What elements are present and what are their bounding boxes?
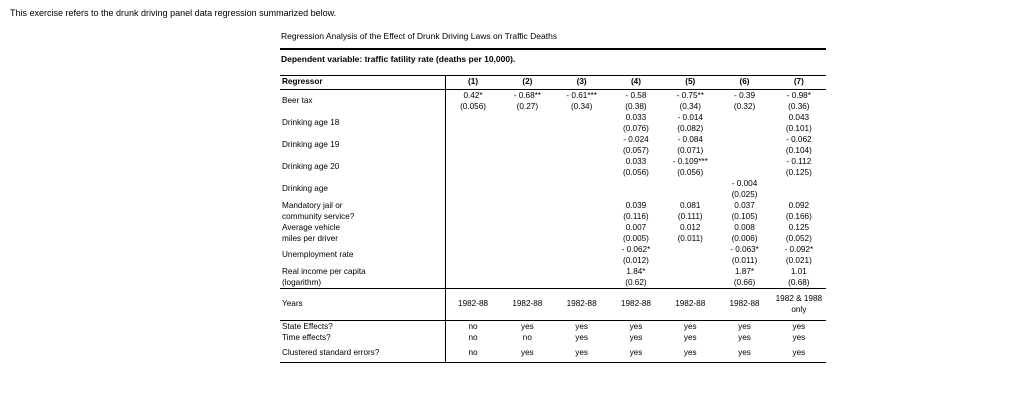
coefficient: 0.42* bbox=[463, 91, 483, 100]
regression-table bbox=[280, 75, 826, 363]
time-effects-cell: yes bbox=[683, 333, 697, 342]
standard-error: (0.104) bbox=[785, 146, 812, 155]
standard-error: (0.166) bbox=[785, 212, 812, 221]
coefficient bbox=[557, 200, 607, 211]
coefficient: 1.01 bbox=[790, 267, 807, 276]
coef-cell bbox=[555, 266, 609, 289]
coef-cell bbox=[663, 112, 717, 134]
standard-error bbox=[502, 255, 552, 266]
coef-cell bbox=[772, 200, 826, 222]
coefficient bbox=[502, 156, 552, 167]
regressor-label-line: Drinking age bbox=[282, 184, 328, 193]
standard-error: (0.38) bbox=[625, 102, 647, 111]
regressor-label-line: Drinking age 19 bbox=[282, 140, 340, 149]
standard-error bbox=[665, 189, 715, 200]
standard-error bbox=[502, 189, 552, 200]
standard-error bbox=[665, 255, 715, 266]
clustered-label: Clustered standard errors? bbox=[280, 347, 445, 363]
coefficient: - 0.062* bbox=[621, 245, 651, 254]
standard-error bbox=[557, 123, 607, 134]
coef-cell bbox=[500, 200, 554, 222]
intro-text: This exercise refers to the drunk driving panel data regression summarized below. bbox=[10, 8, 337, 18]
coefficient bbox=[502, 244, 552, 255]
coef-cell bbox=[772, 134, 826, 156]
clustered-cell: yes bbox=[629, 348, 643, 357]
standard-error: (0.025) bbox=[731, 190, 758, 199]
coef-cell bbox=[717, 266, 771, 289]
standard-error: (0.082) bbox=[677, 124, 704, 133]
coefficient bbox=[665, 244, 715, 255]
coefficient bbox=[665, 266, 715, 277]
state-effects-cell: yes bbox=[500, 321, 554, 333]
coef-cell bbox=[500, 134, 554, 156]
time-effects-cell: yes bbox=[629, 333, 643, 342]
coefficient: 1.87* bbox=[734, 267, 755, 276]
years-cell: 1982-88 bbox=[609, 289, 663, 321]
coefficient: 0.008 bbox=[734, 223, 755, 232]
coefficient bbox=[611, 178, 661, 189]
coefficient: - 0.61*** bbox=[566, 91, 597, 100]
standard-error bbox=[448, 255, 498, 266]
regressor-row bbox=[280, 134, 826, 156]
coef-cell bbox=[772, 112, 826, 134]
years-cell: 1982-88 bbox=[555, 289, 609, 321]
standard-error bbox=[502, 145, 552, 156]
standard-error bbox=[448, 211, 498, 222]
coefficient bbox=[557, 178, 607, 189]
coefficient: 0.043 bbox=[788, 113, 810, 122]
coef-cell bbox=[500, 178, 554, 200]
clustered-row bbox=[280, 347, 826, 363]
coef-cell bbox=[500, 90, 554, 113]
standard-error bbox=[448, 189, 498, 200]
standard-error: (0.006) bbox=[731, 234, 758, 243]
table-title: Regression Analysis of the Effect of Drunk Driving Laws on Traffic Deaths bbox=[281, 31, 558, 41]
coefficient bbox=[448, 244, 498, 255]
clustered-cell: yes bbox=[738, 348, 751, 357]
standard-error: (0.056) bbox=[622, 168, 649, 177]
clustered-cell: yes bbox=[683, 348, 697, 357]
coef-cell bbox=[609, 266, 663, 289]
coef-cell bbox=[772, 156, 826, 178]
coef-cell bbox=[717, 156, 771, 178]
regressor-row bbox=[280, 222, 826, 244]
coef-cell bbox=[609, 156, 663, 178]
coefficient: - 0.98* bbox=[786, 91, 811, 100]
coefficient bbox=[502, 112, 552, 123]
coef-cell bbox=[772, 266, 826, 289]
coef-cell bbox=[445, 112, 500, 134]
standard-error bbox=[665, 277, 715, 288]
years-cell: 1982-88 bbox=[663, 289, 717, 321]
coef-cell bbox=[500, 156, 554, 178]
coef-cell bbox=[717, 134, 771, 156]
standard-error: (0.052) bbox=[785, 234, 812, 243]
coefficient bbox=[502, 200, 552, 211]
coef-cell bbox=[555, 134, 609, 156]
time-effects-cell: yes bbox=[792, 333, 806, 342]
standard-error: (0.021) bbox=[785, 256, 812, 265]
standard-error bbox=[557, 167, 607, 178]
coef-cell bbox=[609, 178, 663, 200]
coefficient: 0.007 bbox=[625, 223, 647, 232]
coefficient: - 0.58 bbox=[625, 91, 647, 100]
coefficient: - 0.092* bbox=[784, 245, 814, 254]
years-cell: 1982-88 bbox=[500, 289, 554, 321]
coef-cell bbox=[555, 112, 609, 134]
coefficient: 0.033 bbox=[625, 113, 647, 122]
coefficient: 0.037 bbox=[734, 201, 755, 210]
coefficient bbox=[719, 112, 769, 123]
coefficient: - 0.014 bbox=[677, 113, 703, 122]
regressor-label-line: Beer tax bbox=[282, 96, 313, 105]
clustered-cell: yes bbox=[575, 348, 589, 357]
coefficient bbox=[719, 156, 769, 167]
regressor-label bbox=[280, 266, 445, 289]
regressor-label bbox=[280, 112, 445, 134]
standard-error bbox=[557, 211, 607, 222]
standard-error: (0.34) bbox=[570, 102, 593, 111]
standard-error bbox=[719, 167, 769, 178]
col-header-3: (3) bbox=[555, 76, 609, 90]
years-label: Years bbox=[280, 289, 445, 321]
standard-error bbox=[502, 123, 552, 134]
standard-error: (0.076) bbox=[622, 124, 649, 133]
col-header-6: (6) bbox=[717, 76, 771, 90]
coefficient: - 0.75** bbox=[676, 91, 704, 100]
coef-cell bbox=[555, 90, 609, 113]
standard-error: (0.057) bbox=[622, 146, 649, 155]
coef-cell bbox=[717, 244, 771, 266]
coefficient bbox=[557, 244, 607, 255]
state-effects-cell: yes bbox=[717, 321, 771, 333]
coefficient bbox=[502, 266, 552, 277]
state-effects-label: State Effects? bbox=[280, 321, 445, 333]
standard-error: (0.011) bbox=[677, 234, 703, 243]
coef-cell bbox=[663, 156, 717, 178]
coef-cell bbox=[500, 112, 554, 134]
coef-cell bbox=[445, 266, 500, 289]
standard-error: (0.005) bbox=[622, 234, 649, 243]
coef-cell bbox=[445, 222, 500, 244]
coefficient: - 0.109*** bbox=[672, 157, 708, 166]
coef-cell bbox=[609, 112, 663, 134]
coefficient bbox=[502, 222, 552, 233]
coef-cell bbox=[609, 222, 663, 244]
regressor-label-line: miles per driver bbox=[282, 234, 338, 243]
regressor-label bbox=[280, 156, 445, 178]
coefficient bbox=[448, 222, 498, 233]
regressor-row bbox=[280, 266, 826, 289]
regressor-row bbox=[280, 200, 826, 222]
coef-cell bbox=[609, 244, 663, 266]
standard-error: (0.056) bbox=[677, 168, 704, 177]
coef-cell bbox=[445, 156, 500, 178]
standard-error: (0.011) bbox=[731, 256, 758, 265]
standard-error bbox=[448, 167, 498, 178]
standard-error: (0.125) bbox=[785, 168, 812, 177]
coefficient bbox=[448, 178, 498, 189]
regressor-row bbox=[280, 178, 826, 200]
coef-cell bbox=[717, 90, 771, 113]
state-effects-cell: yes bbox=[555, 321, 609, 333]
regressor-label-line: Mandatory jail or bbox=[282, 201, 343, 210]
time-effects-cell: yes bbox=[738, 333, 751, 342]
state-effects-row bbox=[280, 321, 826, 333]
col-header-2: (2) bbox=[500, 76, 554, 90]
coef-cell bbox=[772, 222, 826, 244]
years-cell: 1982-88 bbox=[717, 289, 771, 321]
coefficient bbox=[448, 266, 498, 277]
coef-cell bbox=[609, 200, 663, 222]
time-effects-label: Time effects? bbox=[280, 332, 445, 343]
time-effects-cell: no bbox=[522, 333, 532, 342]
standard-error bbox=[557, 233, 607, 244]
coef-cell bbox=[445, 90, 500, 113]
standard-error: (0.012) bbox=[622, 256, 649, 265]
standard-error: (0.116) bbox=[623, 212, 649, 221]
coef-cell bbox=[663, 222, 717, 244]
clustered-cell: yes bbox=[792, 348, 806, 357]
standard-error bbox=[719, 123, 769, 134]
coefficient: 0.081 bbox=[679, 201, 701, 210]
standard-error: (0.27) bbox=[516, 102, 539, 111]
coef-cell bbox=[555, 222, 609, 244]
coefficient: 0.012 bbox=[679, 223, 701, 232]
coefficient bbox=[557, 112, 607, 123]
coef-cell bbox=[717, 200, 771, 222]
standard-error bbox=[557, 255, 607, 266]
coef-cell bbox=[445, 200, 500, 222]
standard-error bbox=[557, 189, 607, 200]
coefficient: - 0.39 bbox=[734, 91, 755, 100]
standard-error: (0.111) bbox=[677, 212, 703, 221]
regressor-header: Regressor bbox=[280, 76, 445, 90]
standard-error bbox=[502, 211, 552, 222]
coef-cell bbox=[663, 178, 717, 200]
title-rule bbox=[280, 48, 826, 50]
standard-error: (0.34) bbox=[679, 102, 701, 111]
standard-error: (0.32) bbox=[733, 102, 756, 111]
regressor-row bbox=[280, 90, 826, 113]
coefficient: - 0.68** bbox=[513, 91, 541, 100]
regressor-label-line: community service? bbox=[282, 212, 355, 221]
standard-error bbox=[774, 189, 824, 200]
coefficient bbox=[448, 200, 498, 211]
regressor-label bbox=[280, 200, 445, 222]
standard-error: (0.62) bbox=[625, 278, 647, 287]
standard-error: (0.071) bbox=[677, 146, 704, 155]
coef-cell bbox=[663, 200, 717, 222]
regressor-row bbox=[280, 244, 826, 266]
coefficient: 0.039 bbox=[625, 201, 647, 210]
dependent-variable-label: Dependent variable: traffic fatility rate (deaths per 10,000). bbox=[281, 54, 516, 64]
regressor-row bbox=[280, 112, 826, 134]
state-effects-cell: yes bbox=[772, 321, 826, 333]
coefficient bbox=[502, 178, 552, 189]
coefficient bbox=[719, 134, 769, 145]
standard-error bbox=[502, 233, 552, 244]
state-effects-cell: no bbox=[445, 321, 500, 333]
standard-error: (0.36) bbox=[788, 102, 810, 111]
regressor-label-line: Drinking age 18 bbox=[282, 118, 340, 127]
coef-cell bbox=[445, 244, 500, 266]
coefficient bbox=[448, 112, 498, 123]
clustered-cell: no bbox=[468, 348, 478, 357]
coefficient bbox=[774, 178, 824, 189]
standard-error: (0.101) bbox=[785, 124, 812, 133]
coef-cell bbox=[772, 244, 826, 266]
coef-cell bbox=[717, 222, 771, 244]
standard-error bbox=[448, 277, 498, 288]
regressor-label bbox=[280, 178, 445, 200]
coefficient: 0.033 bbox=[625, 157, 647, 166]
coefficient: 0.092 bbox=[788, 201, 810, 210]
coefficient bbox=[665, 178, 715, 189]
coefficient: - 0.084 bbox=[677, 135, 703, 144]
coef-cell bbox=[717, 178, 771, 200]
standard-error: (0.68) bbox=[788, 278, 810, 287]
regressor-label-line: Drinking age 20 bbox=[282, 162, 340, 171]
coef-cell bbox=[663, 244, 717, 266]
col-header-4: (4) bbox=[609, 76, 663, 90]
coefficient: - 0.063* bbox=[730, 245, 759, 254]
coefficient: 1.84* bbox=[626, 267, 646, 276]
coef-cell bbox=[717, 112, 771, 134]
col-header-5: (5) bbox=[663, 76, 717, 90]
regressor-label-line: Real income per capita bbox=[282, 267, 366, 276]
coefficient bbox=[557, 222, 607, 233]
coefficient: - 0.112 bbox=[786, 157, 812, 166]
coefficient: - 0.024 bbox=[623, 135, 649, 144]
coef-cell bbox=[663, 90, 717, 113]
standard-error bbox=[557, 277, 607, 288]
regressor-label bbox=[280, 244, 445, 266]
table-header-row bbox=[280, 76, 826, 90]
col-header-1: (1) bbox=[445, 76, 500, 90]
coef-cell bbox=[445, 134, 500, 156]
standard-error: (0.66) bbox=[733, 278, 756, 287]
years-row bbox=[280, 289, 826, 321]
coefficient bbox=[557, 156, 607, 167]
coef-cell bbox=[500, 222, 554, 244]
coef-cell bbox=[663, 266, 717, 289]
coefficient bbox=[502, 134, 552, 145]
standard-error bbox=[502, 277, 552, 288]
coefficient bbox=[557, 134, 607, 145]
standard-error: (0.056) bbox=[460, 102, 487, 111]
coef-cell bbox=[663, 134, 717, 156]
coef-cell bbox=[555, 178, 609, 200]
regressor-label bbox=[280, 134, 445, 156]
regressor-label bbox=[280, 90, 445, 113]
coef-cell bbox=[500, 266, 554, 289]
years-cell: 1982-88 bbox=[445, 289, 500, 321]
standard-error bbox=[719, 145, 769, 156]
clustered-cell: yes bbox=[520, 348, 534, 357]
coefficient bbox=[448, 156, 498, 167]
standard-error bbox=[448, 145, 498, 156]
regressor-label-line: Average vehicle bbox=[282, 223, 341, 232]
standard-error bbox=[448, 233, 498, 244]
standard-error bbox=[611, 189, 661, 200]
state-effects-cell: yes bbox=[609, 321, 663, 333]
time-effects-cell: yes bbox=[575, 333, 589, 342]
coef-cell bbox=[555, 244, 609, 266]
col-header-7: (7) bbox=[772, 76, 826, 90]
coef-cell bbox=[609, 90, 663, 113]
regressor-row bbox=[280, 156, 826, 178]
coef-cell bbox=[609, 134, 663, 156]
regressor-label-line: (logarithm) bbox=[282, 278, 322, 287]
coef-cell bbox=[555, 200, 609, 222]
standard-error bbox=[448, 123, 498, 134]
standard-error: (0.105) bbox=[731, 212, 758, 221]
coefficient: - 0.062 bbox=[786, 135, 812, 144]
coefficient bbox=[448, 134, 498, 145]
regressor-label-line: Unemployment rate bbox=[282, 250, 354, 259]
coefficient: 0.125 bbox=[788, 223, 810, 232]
coefficient: - 0.004 bbox=[731, 179, 758, 188]
standard-error bbox=[557, 145, 607, 156]
coef-cell bbox=[500, 244, 554, 266]
standard-error bbox=[502, 167, 552, 178]
coef-cell bbox=[772, 178, 826, 200]
state-effects-cell: yes bbox=[663, 321, 717, 333]
regressor-label bbox=[280, 222, 445, 244]
coef-cell bbox=[772, 90, 826, 113]
coefficient bbox=[557, 266, 607, 277]
time-effects-row bbox=[280, 332, 826, 343]
time-effects-cell: no bbox=[468, 333, 478, 342]
coef-cell bbox=[555, 156, 609, 178]
years-cell: 1982 & 1988 only bbox=[772, 289, 826, 321]
coef-cell bbox=[445, 178, 500, 200]
